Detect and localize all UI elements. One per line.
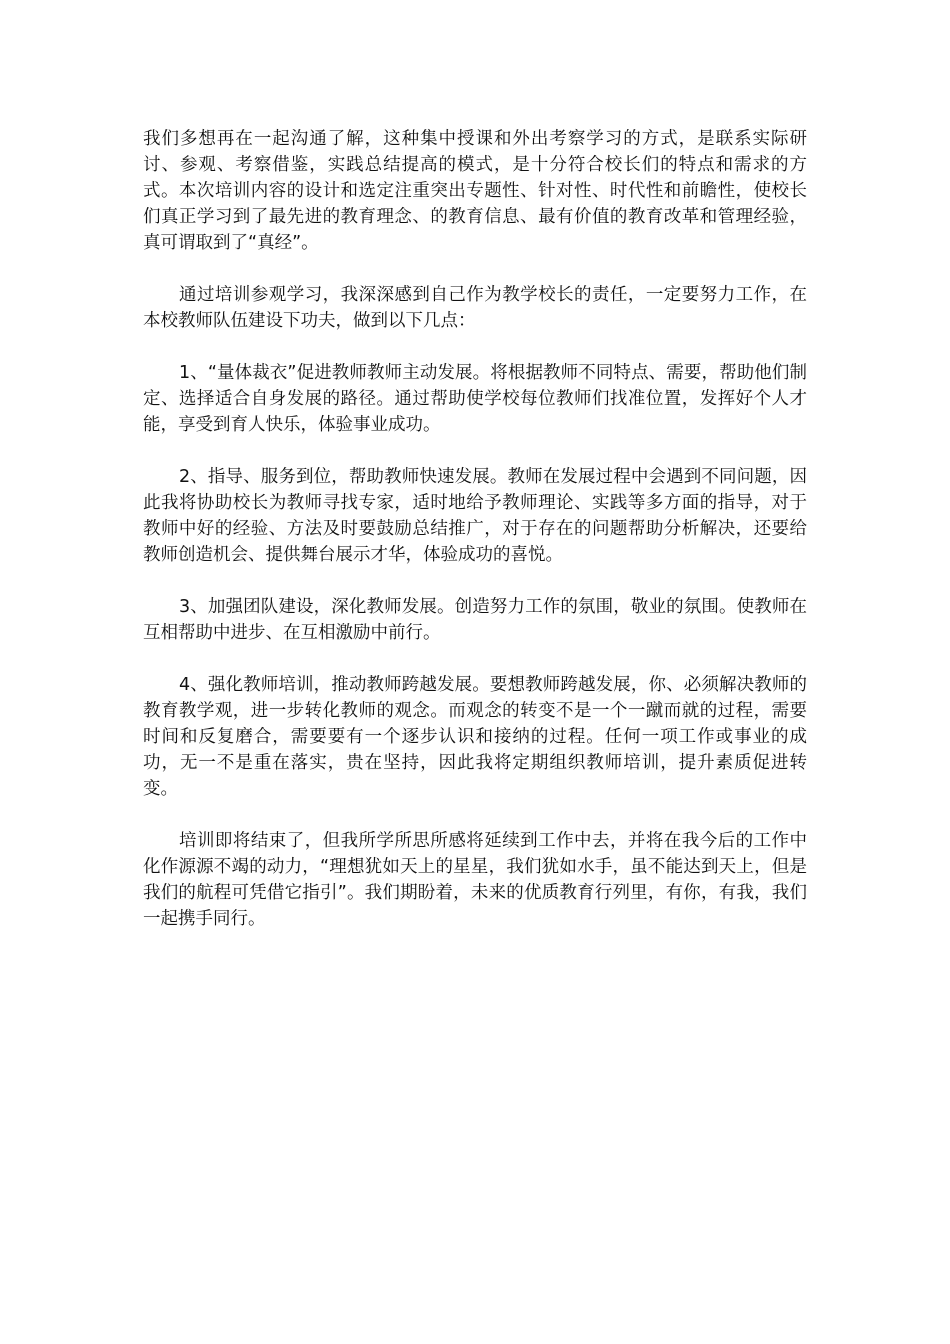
- paragraph-2: 通过培训参观学习，我深深感到自己作为教学校长的责任，一定要努力工作，在本校教师队伍建设下功夫，做到以下几点：: [143, 285, 807, 331]
- paragraph-1: 我们多想再在一起沟通了解，这种集中授课和外出考察学习的方式，是联系实际研讨、参观、考察借鉴，实践总结提高的模式，是十分符合校长们的特点和需求的方式。本次培训内容的设计和选定注重突出专题性、针对性、时代性和前瞻性，使校长们真正学习到了最先进的教育理念、的教育信息、最有价值的教育改革和管理经验，真可谓取到了“真经”。: [143, 129, 807, 253]
- document-body: [143, 126, 807, 958]
- paragraph-6: 4、强化教师培训，推动教师跨越发展。要想教师跨越发展，你、必须解决教师的教育教学观，进一步转化教师的观念。而观念的转变不是一个一蹴而就的过程，需要时间和反复磨合，需要要有一个逐步认识和接纳的过程。任何一项工作或事业的成功，无一不是重在落实，贵在坚持，因此我将定期组织教师培训，提升素质促进转变。: [143, 675, 807, 799]
- paragraph-5: 3、加强团队建设，深化教师发展。创造努力工作的氛围，敬业的氛围。使教师在互相帮助中进步、在互相激励中前行。: [143, 597, 807, 643]
- paragraph-7: 培训即将结束了，但我所学所思所感将延续到工作中去，并将在我今后的工作中化作源源不竭的动力，“理想犹如天上的星星，我们犹如水手，虽不能达到天上，但是我们的航程可凭借它指引”。我们期盼着，未来的优质教育行列里，有你，有我，我们一起携手同行。: [143, 831, 807, 929]
- paragraph-4: 2、指导、服务到位，帮助教师快速发展。教师在发展过程中会遇到不同问题，因此我将协助校长为教师寻找专家，适时地给予教师理论、实践等多方面的指导，对于教师中好的经验、方法及时要鼓励总结推广，对于存在的问题帮助分析解决，还要给教师创造机会、提供舞台展示才华，体验成功的喜悦。: [143, 467, 807, 565]
- paragraph-3: 1、“量体裁衣”促进教师教师主动发展。将根据教师不同特点、需要，帮助他们制定、选择适合自身发展的路径。通过帮助使学校每位教师们找准位置，发挥好个人才能，享受到育人快乐，体验事业成功。: [143, 363, 807, 435]
